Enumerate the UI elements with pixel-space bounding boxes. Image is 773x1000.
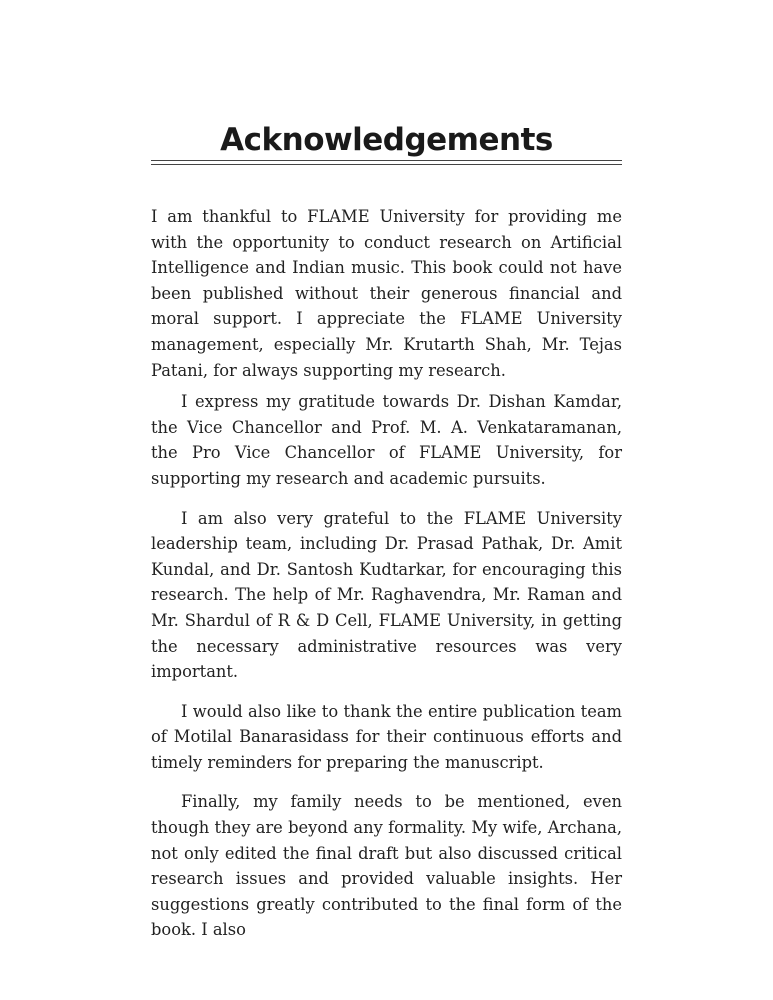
page-title: Acknowledgements <box>220 122 553 158</box>
paragraph: I express my gratitude towards Dr. Dishan Kamdar, the Vice Chancellor and Prof. M. A. Venkataramanan, the Pro Vice Chancellor of FLAME University, for supporting my research and academic pursuits. <box>151 392 622 488</box>
paragraph: I am also very grateful to the FLAME University leadership team, including Dr. Prasad Pathak, Dr. Amit Kundal, and Dr. Santosh Kudtarkar, for encouraging this research. The help of Mr. Raghavendra, Mr. Raman and Mr. Shardul of R & D Cell, FLAME University, in getting the necessary administrative resources was very important. <box>151 508 622 682</box>
title-underline-top <box>151 160 622 161</box>
paragraph: I would also like to thank the entire publication team of Motilal Banarasidass for their continuous efforts and timely reminders for preparing the manuscript. <box>151 701 622 772</box>
paragraph: I am thankful to FLAME University for providing me with the opportunity to conduct research on Artificial Intelligence and Indian music. This book could not have been published without their generous financial and moral support. I appreciate the FLAME University management, especially Mr. Krutarth Shah, Mr. Tejas Patani, for always supporting my research. <box>151 207 622 380</box>
body-text <box>151 204 622 943</box>
title-underline-bottom <box>151 164 622 165</box>
paragraph: Finally, my family needs to be mentioned, even though they are beyond any formality. My wife, Archana, not only edited the final draft but also discussed critical research issues and provided valuable insights. Her suggestions greatly contributed to the final form of the book. I also <box>151 792 622 940</box>
